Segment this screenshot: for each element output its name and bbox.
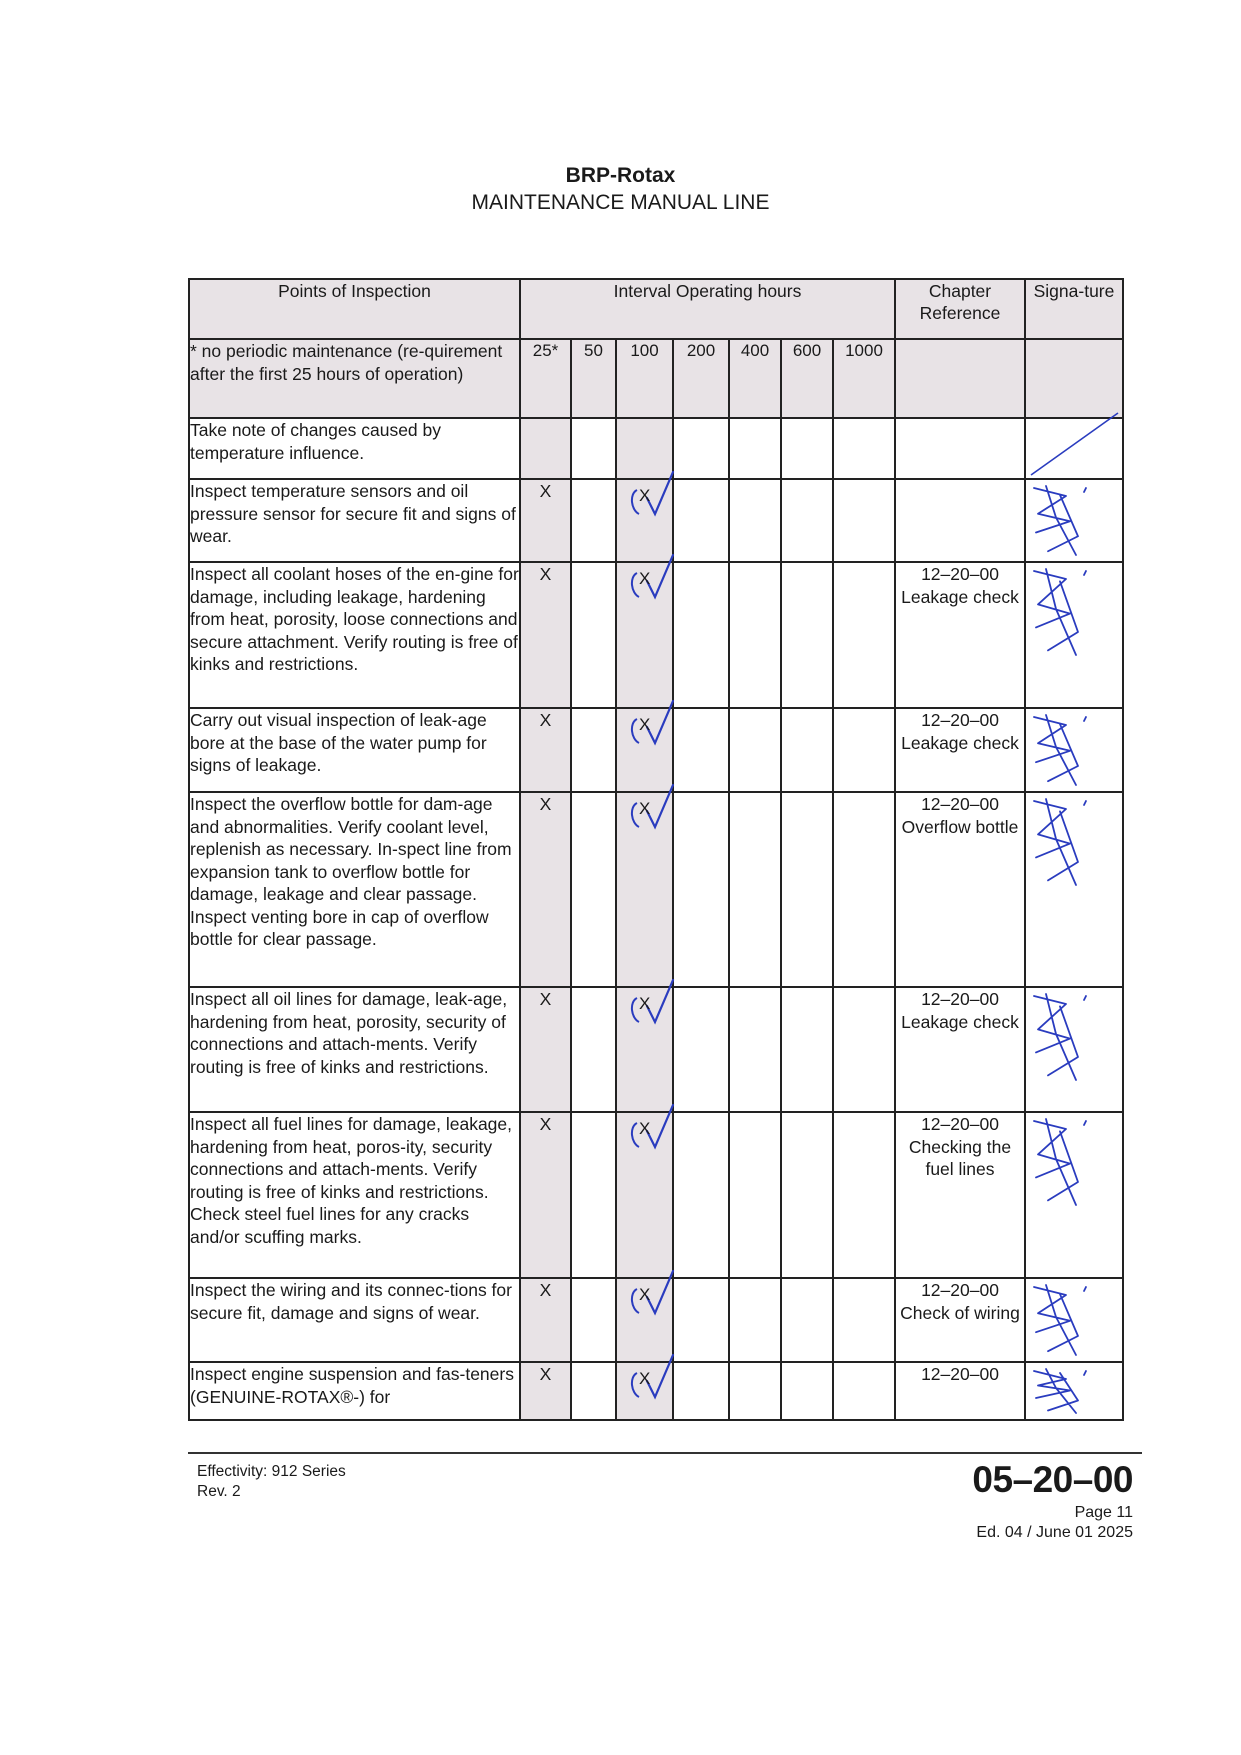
inspection-table <box>188 278 1124 1421</box>
interval-100-cell <box>616 479 673 562</box>
interval-100-mark: X <box>639 715 651 734</box>
interval-50-cell <box>571 418 616 479</box>
interval-200-cell <box>673 987 729 1112</box>
handwritten-check-icon <box>625 988 677 1032</box>
interval-25-mark: X <box>520 1362 571 1420</box>
table-row <box>189 1362 1123 1420</box>
interval-400-cell <box>729 987 781 1112</box>
interval-50-cell <box>571 479 616 562</box>
interval-100-mark: X <box>639 569 651 588</box>
interval-1000-cell <box>833 708 895 792</box>
chapter-reference: 12–20–00 Overflow bottle <box>895 792 1025 987</box>
signature-cell <box>1025 1362 1123 1420</box>
interval-100-cell <box>616 1112 673 1278</box>
interval-200-cell <box>673 479 729 562</box>
document-header <box>0 163 1241 216</box>
brand-title: BRP-Rotax <box>565 164 676 187</box>
signature-blank <box>1025 339 1123 418</box>
interval-600-cell <box>781 792 833 987</box>
inspection-point: Inspect engine suspension and fas-teners (GENUINE-ROTAX®-) for <box>189 1362 520 1420</box>
interval-400-cell <box>729 479 781 562</box>
interval-200-cell <box>673 1112 729 1278</box>
interval-100-mark: X <box>639 799 651 818</box>
signature-cell <box>1025 562 1123 708</box>
page-number: Page 11 <box>1074 1504 1133 1521</box>
signature-cell <box>1025 1278 1123 1362</box>
interval-400-cell <box>729 418 781 479</box>
chapter-reference: 12–20–00 Check of wiring <box>895 1278 1025 1362</box>
signature-cell <box>1025 792 1123 987</box>
handwritten-check-icon <box>625 1363 677 1407</box>
interval-200-cell <box>673 1278 729 1362</box>
handwritten-check-icon <box>625 563 677 607</box>
interval-400-cell <box>729 708 781 792</box>
table-row <box>189 708 1123 792</box>
interval-100-mark: X <box>639 994 651 1013</box>
interval-50-cell <box>571 792 616 987</box>
interval-600-cell <box>781 708 833 792</box>
inspection-point: Inspect all oil lines for damage, leak-age, hardening from heat, porosity, security of connections and attach-ments. Verify routing is free of kinks and restrictions. <box>189 987 520 1112</box>
header-signature: Signa-ture <box>1025 279 1123 339</box>
interval-1000-cell <box>833 1362 895 1420</box>
table-row <box>189 1112 1123 1278</box>
chapter-reference: 12–20–00 Leakage check <box>895 562 1025 708</box>
footer-divider <box>188 1452 1142 1454</box>
interval-600-cell <box>781 1112 833 1278</box>
interval-400-cell <box>729 562 781 708</box>
interval-1000-cell <box>833 792 895 987</box>
interval-100-cell <box>616 418 673 479</box>
interval-col-100: 100 <box>616 339 673 418</box>
handwritten-check-icon <box>625 709 677 753</box>
interval-col-25: 25* <box>520 339 571 418</box>
interval-600-cell <box>781 418 833 479</box>
interval-1000-cell <box>833 987 895 1112</box>
table-row <box>189 562 1123 708</box>
table-row <box>189 792 1123 987</box>
interval-600-cell <box>781 987 833 1112</box>
interval-1000-cell <box>833 479 895 562</box>
interval-50-cell <box>571 1278 616 1362</box>
interval-400-cell <box>729 1278 781 1362</box>
interval-100-mark: X <box>639 1369 651 1388</box>
signature-cell <box>1025 479 1123 562</box>
interval-1000-cell <box>833 1278 895 1362</box>
handwritten-check-icon <box>625 1279 677 1323</box>
signature-cell <box>1025 708 1123 792</box>
inspection-point: Inspect all coolant hoses of the en-gine for damage, including leakage, hardening from heat, porosity, loose connections and secure attachment. Verify routing is free of kinks and restrictions. <box>189 562 520 708</box>
revision-text: Rev. 2 <box>197 1483 241 1500</box>
interval-50-cell <box>571 1112 616 1278</box>
handwritten-check-icon <box>625 1113 677 1157</box>
interval-200-cell <box>673 418 729 479</box>
interval-col-200: 200 <box>673 339 729 418</box>
signature-cell <box>1025 1112 1123 1278</box>
interval-600-cell <box>781 1278 833 1362</box>
chapter-reference-blank <box>895 339 1025 418</box>
interval-100-mark: X <box>639 486 651 505</box>
interval-600-cell <box>781 562 833 708</box>
inspection-point: Inspect temperature sensors and oil pressure sensor for secure fit and signs of wear. <box>189 479 520 562</box>
no-periodic-maintenance-note: * no periodic maintenance (re-quirement after the first 25 hours of operation) <box>189 339 520 418</box>
interval-100-mark: X <box>639 1285 651 1304</box>
interval-200-cell <box>673 792 729 987</box>
handwritten-check-icon <box>625 480 677 524</box>
interval-100-mark: X <box>639 1119 651 1138</box>
interval-col-1000: 1000 <box>833 339 895 418</box>
effectivity-text: Effectivity: 912 Series <box>197 1463 346 1480</box>
interval-100-cell <box>616 792 673 987</box>
interval-100-cell <box>616 562 673 708</box>
interval-col-50: 50 <box>571 339 616 418</box>
interval-col-400: 400 <box>729 339 781 418</box>
header-points-of-inspection: Points of Inspection <box>189 279 520 339</box>
interval-col-600: 600 <box>781 339 833 418</box>
interval-200-cell <box>673 708 729 792</box>
table-row <box>189 1278 1123 1362</box>
inspection-point: Carry out visual inspection of leak-age bore at the base of the water pump for signs of leakage. <box>189 708 520 792</box>
interval-50-cell <box>571 987 616 1112</box>
inspection-point: Take note of changes caused by temperature influence. <box>189 418 520 479</box>
inspection-point: Inspect all fuel lines for damage, leakage, hardening from heat, poros-ity, security connections and attach-ments. Verify routing is free of kinks and restrictions. Check steel fuel lines for any cracks and/or scuffing marks. <box>189 1112 520 1278</box>
signature-cell <box>1025 418 1123 479</box>
chapter-reference: 12–20–00 <box>895 1362 1025 1420</box>
interval-25-mark: X <box>520 1278 571 1362</box>
signature-cell <box>1025 987 1123 1112</box>
table-row <box>189 479 1123 562</box>
interval-25-mark <box>520 418 571 479</box>
chapter-reference <box>895 479 1025 562</box>
interval-100-cell <box>616 1278 673 1362</box>
footer-effectivity <box>197 1462 346 1502</box>
manual-title: MAINTENANCE MANUAL LINE <box>471 191 770 214</box>
interval-600-cell <box>781 1362 833 1420</box>
interval-100-cell <box>616 1362 673 1420</box>
document-number: 05–20–00 <box>972 1459 1133 1500</box>
interval-25-mark: X <box>520 708 571 792</box>
header-chapter-reference: Chapter Reference <box>895 279 1025 339</box>
interval-25-mark: X <box>520 1112 571 1278</box>
chapter-reference <box>895 418 1025 479</box>
chapter-reference: 12–20–00 Checking the fuel lines <box>895 1112 1025 1278</box>
chapter-reference: 12–20–00 Leakage check <box>895 708 1025 792</box>
interval-25-mark: X <box>520 792 571 987</box>
interval-50-cell <box>571 1362 616 1420</box>
interval-1000-cell <box>833 418 895 479</box>
interval-400-cell <box>729 1362 781 1420</box>
interval-50-cell <box>571 562 616 708</box>
interval-100-cell <box>616 708 673 792</box>
interval-200-cell <box>673 1362 729 1420</box>
interval-600-cell <box>781 479 833 562</box>
header-interval-operating-hours: Interval Operating hours <box>520 279 895 339</box>
interval-1000-cell <box>833 1112 895 1278</box>
handwritten-check-icon <box>625 793 677 837</box>
interval-25-mark: X <box>520 562 571 708</box>
interval-25-mark: X <box>520 987 571 1112</box>
interval-50-cell <box>571 708 616 792</box>
table-row <box>189 987 1123 1112</box>
inspection-point: Inspect the overflow bottle for dam-age and abnormalities. Verify coolant level, replenish as necessary. In-spect line from expansion tank to overflow bottle for damage, leakage and clear passage. Inspect venting bore in cap of overflow bottle for clear passage. <box>189 792 520 987</box>
interval-400-cell <box>729 792 781 987</box>
inspection-point: Inspect the wiring and its connec-tions for secure fit, damage and signs of wear. <box>189 1278 520 1362</box>
chapter-reference: 12–20–00 Leakage check <box>895 987 1025 1112</box>
interval-100-cell <box>616 987 673 1112</box>
interval-25-mark: X <box>520 479 571 562</box>
table-row <box>189 418 1123 479</box>
interval-400-cell <box>729 1112 781 1278</box>
edition-date: Ed. 04 / June 01 2025 <box>976 1524 1133 1541</box>
interval-200-cell <box>673 562 729 708</box>
interval-1000-cell <box>833 562 895 708</box>
